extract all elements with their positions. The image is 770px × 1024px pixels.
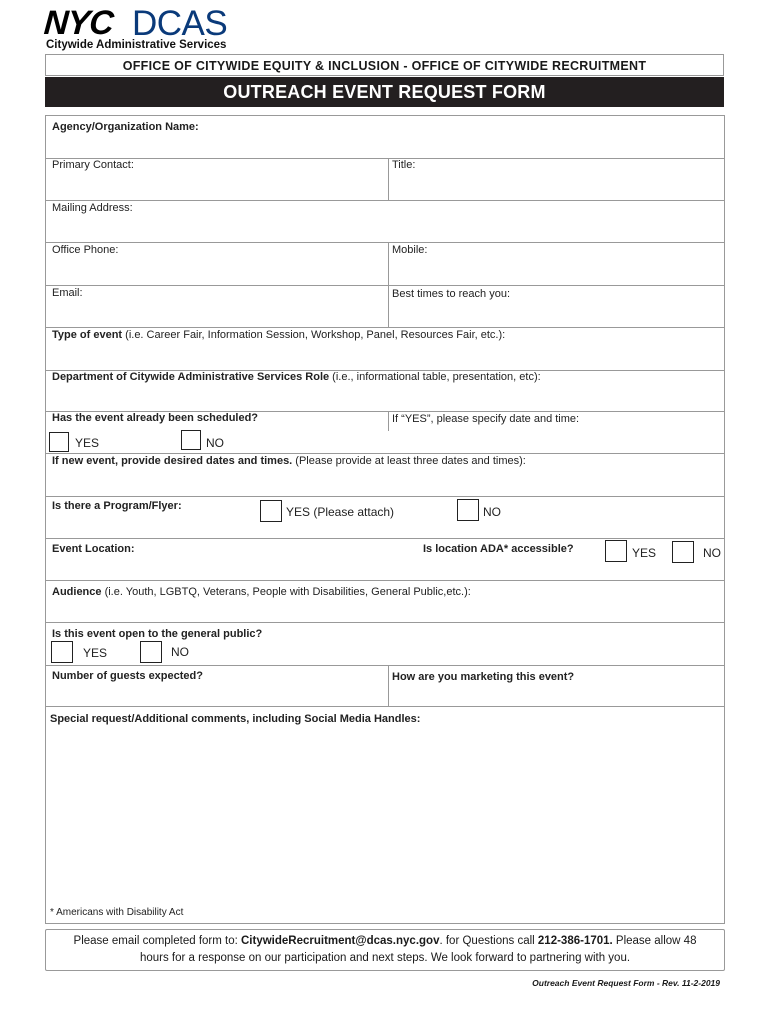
mobile-label: Mobile:: [392, 244, 428, 256]
public-no-checkbox[interactable]: [140, 641, 162, 663]
best-times-label: Best times to reach you:: [392, 288, 510, 300]
guests-label: Number of guests expected?: [52, 670, 203, 682]
footer-text-a: Please email completed form to:: [73, 935, 241, 947]
dcas-role-label: [52, 371, 541, 383]
ada-no-label: NO: [703, 546, 721, 560]
nyc-logo: NYC: [42, 4, 115, 42]
flyer-no-label: NO: [483, 505, 501, 519]
open-public-label: Is this event open to the general public?: [52, 628, 263, 640]
scheduled-no-checkbox[interactable]: [181, 430, 201, 450]
audience-heading: Audience: [52, 586, 102, 598]
footer-text-c: Please allow 48: [612, 935, 697, 947]
dcas-role-heading: Department of Citywide Administrative Services Role: [52, 371, 330, 383]
ada-footnote: * Americans with Disability Act: [50, 907, 184, 918]
footer-email-link[interactable]: CitywideRecruitment@dcas.nyc.gov: [241, 935, 440, 947]
dcas-role-hint: (i.e., informational table, presentation, etc):: [329, 371, 541, 383]
type-of-event-label: [52, 329, 505, 341]
public-yes-checkbox[interactable]: [51, 641, 73, 663]
email-label: Email:: [52, 287, 83, 299]
revision-note: Outreach Event Request Form - Rev. 11-2-2019: [532, 978, 720, 988]
footer-note: [45, 929, 725, 971]
footer-line-1: [46, 933, 724, 950]
type-of-event-hint: (i.e. Career Fair, Information Session, Workshop, Panel, Resources Fair, etc.):: [122, 329, 506, 341]
scheduled-label: Has the event already been scheduled?: [52, 412, 259, 424]
logo-subtitle: Citywide Administrative Services: [46, 39, 227, 51]
title-label: Title:: [392, 159, 416, 171]
flyer-no-checkbox[interactable]: [457, 499, 479, 521]
public-yes-label: YES: [83, 646, 108, 660]
marketing-label: How are you marketing this event?: [392, 671, 575, 683]
office-phone-label: Office Phone:: [52, 244, 119, 256]
new-event-hint: (Please provide at least three dates and times):: [292, 455, 526, 467]
ada-yes-label: YES: [632, 546, 657, 560]
form-title: OUTREACH EVENT REQUEST FORM: [45, 77, 724, 107]
event-location-label: Event Location:: [52, 543, 135, 555]
ada-yes-checkbox[interactable]: [605, 540, 627, 562]
office-header: OFFICE OF CITYWIDE EQUITY & INCLUSION - OFFICE OF CITYWIDE RECRUITMENT: [45, 54, 724, 76]
scheduled-yes-checkbox[interactable]: [49, 432, 69, 452]
ada-no-checkbox[interactable]: [672, 541, 694, 563]
new-event-label: [52, 455, 526, 467]
scheduled-no-label: NO: [206, 436, 224, 450]
special-request-label: Special request/Additional comments, including Social Media Handles:: [50, 713, 421, 725]
form-box: [45, 115, 725, 924]
agency-label: Agency/Organization Name:: [52, 121, 199, 133]
new-event-heading: If new event, provide desired dates and times.: [52, 455, 293, 467]
audience-hint: (i.e. Youth, LGBTQ, Veterans, People with Disabilities, General Public,etc.):: [101, 586, 471, 598]
footer-phone: 212-386-1701.: [537, 935, 613, 947]
scheduled-yes-label: YES: [75, 436, 100, 450]
audience-label: [52, 586, 471, 598]
program-flyer-label: Is there a Program/Flyer:: [52, 500, 182, 512]
footer-text-b: . for Questions call: [439, 935, 538, 947]
dcas-logo: DCAS: [132, 4, 228, 43]
if-yes-label: If “YES”, please specify date and time:: [392, 413, 580, 425]
flyer-yes-checkbox[interactable]: [260, 500, 282, 522]
flyer-yes-label: YES (Please attach): [286, 505, 395, 519]
primary-contact-label: Primary Contact:: [52, 159, 134, 171]
mailing-address-label: Mailing Address:: [52, 202, 133, 214]
public-no-label: NO: [171, 645, 189, 659]
footer-line-2: hours for a response on our participation and next steps. We look forward to partnering with you.: [139, 952, 631, 964]
type-of-event-heading: Type of event: [52, 329, 123, 341]
ada-label: Is location ADA* accessible?: [423, 543, 574, 555]
